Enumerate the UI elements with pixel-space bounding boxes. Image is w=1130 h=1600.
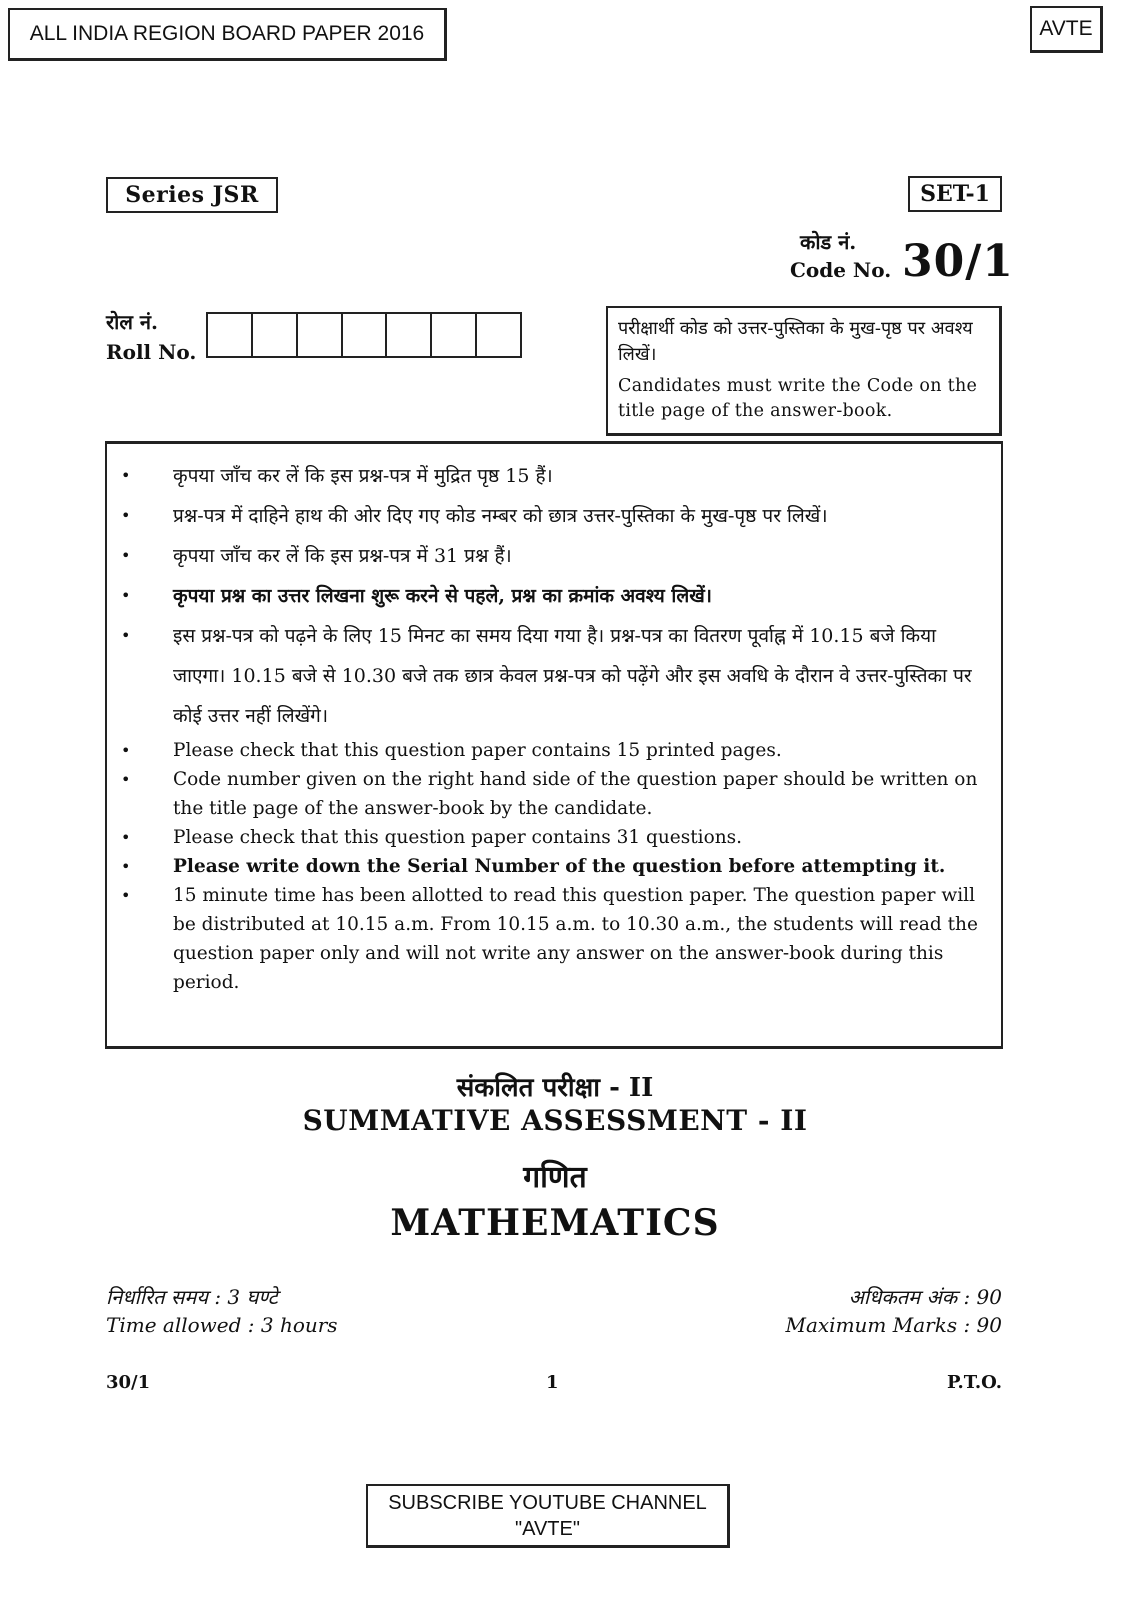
roll-digit-box[interactable] (253, 314, 298, 356)
instruction-item (121, 616, 987, 736)
roll-digit-box[interactable] (343, 314, 388, 356)
instruction-item (121, 456, 987, 496)
instruction-item (121, 536, 987, 576)
instruction-text: Please write down the Serial Number of the question before attempting it. (173, 856, 946, 877)
subscribe-promo-box (366, 1484, 730, 1548)
page-number: 1 (546, 1372, 559, 1393)
code-number: 30/1 (902, 236, 1014, 287)
roll-digit-box[interactable] (387, 314, 432, 356)
bullet-icon: • (121, 586, 131, 605)
instructions-english-list (121, 736, 987, 997)
instruction-text: प्रश्न-पत्र में दाहिने हाथ की ओर दिए गए कोड नम्बर को छात्र उत्तर-पुस्तिका के मुख-पृष्ठ पर लिखें। (173, 505, 828, 527)
bullet-icon: • (121, 828, 131, 847)
code-label-hindi: कोड नं. (800, 230, 857, 254)
badge-text: AVTE (1039, 17, 1093, 40)
assessment-title-hindi: संकलित परीक्षा - II (456, 1073, 654, 1103)
promo-line-2: "AVTE" (515, 1518, 580, 1540)
bullet-icon: • (121, 857, 131, 876)
instruction-text: कृपया जाँच कर लें कि इस प्रश्न-पत्र में 31 प्रश्न हैं। (173, 545, 512, 567)
time-allowed-hindi: निर्धारित समय : 3 घण्टे (106, 1285, 278, 1309)
bullet-icon: • (121, 886, 131, 905)
subject-title-hindi: गणित (523, 1160, 587, 1195)
instruction-text: Please check that this question paper contains 31 questions. (173, 827, 743, 848)
instruction-item (121, 496, 987, 536)
code-instruction-hindi: परीक्षार्थी कोड को उत्तर-पुस्तिका के मुख-पृष्ठ पर अवश्य लिखें। (618, 318, 973, 365)
roll-digit-box[interactable] (477, 314, 520, 356)
code-instruction-box (606, 306, 1002, 436)
set-text: SET-1 (920, 181, 990, 207)
instruction-item (121, 576, 987, 616)
subject-title-english: MATHEMATICS (390, 1202, 720, 1244)
bullet-icon: • (121, 770, 131, 789)
instructions-hindi-list (121, 456, 987, 736)
set-label (908, 176, 1002, 212)
instruction-item (121, 881, 987, 997)
bullet-icon: • (121, 506, 131, 525)
maximum-marks-hindi: अधिकतम अंक : 90 (848, 1285, 1002, 1309)
series-text: Series JSR (125, 182, 259, 208)
board-paper-banner (8, 8, 447, 61)
instruction-text: कृपया प्रश्न का उत्तर लिखना शुरू करने से पहले, प्रश्न का क्रमांक अवश्य लिखें। (173, 585, 712, 607)
instruction-text: कृपया जाँच कर लें कि इस प्रश्न-पत्र में मुद्रित पृष्ठ 15 हैं। (173, 465, 553, 487)
roll-digit-box[interactable] (432, 314, 477, 356)
series-label (106, 177, 278, 213)
code-label-english: Code No. (790, 258, 892, 282)
bullet-icon: • (121, 546, 131, 565)
roll-number-grid[interactable] (206, 312, 522, 358)
code-instruction-english: Candidates must write the Code on the title page of the answer-book. (618, 376, 978, 421)
roll-digit-box[interactable] (298, 314, 343, 356)
bullet-icon: • (121, 626, 131, 645)
instruction-text: Please check that this question paper contains 15 printed pages. (173, 740, 782, 761)
instruction-text: Code number given on the right hand side of the question paper should be written on the title page of the answer-book by the candidate. (173, 769, 978, 819)
instruction-text: इस प्रश्न-पत्र को पढ़ने के लिए 15 मिनट का समय दिया गया है। प्रश्न-पत्र का वितरण पूर्वाह्न में 10.15 बजे किया जाएगा। 10.15 बजे से 10.30 बजे तक छात्र केवल प्रश्न-पत्र को पढ़ेंगे और इस अवधि के दौरान वे उत्तर-पुस्तिका पर कोई उत्तर नहीं लिखेंगे। (173, 625, 972, 727)
instruction-item (121, 823, 987, 852)
instruction-text: 15 minute time has been allotted to read this question paper. The question paper will be distributed at 10.15 a.m. From 10.15 a.m. to 10.30 a.m., the students will read the question paper only and will not write any answer on the answer-book during this period. (173, 885, 978, 993)
instruction-item (121, 765, 987, 823)
instruction-item (121, 852, 987, 881)
instruction-item (121, 736, 987, 765)
roll-label-hindi: रोल नं. (106, 310, 158, 334)
assessment-title-english: SUMMATIVE ASSESSMENT - II (302, 1104, 808, 1137)
promo-line-1: SUBSCRIBE YOUTUBE CHANNEL (388, 1492, 707, 1514)
footer-code: 30/1 (106, 1372, 151, 1393)
roll-digit-box[interactable] (208, 314, 253, 356)
bullet-icon: • (121, 741, 131, 760)
time-allowed-english: Time allowed : 3 hours (106, 1313, 338, 1337)
general-instructions-box (105, 441, 1003, 1049)
please-turn-over: P.T.O. (946, 1372, 1002, 1393)
roll-label-english: Roll No. (106, 340, 197, 364)
banner-text: ALL INDIA REGION BOARD PAPER 2016 (29, 22, 425, 45)
maximum-marks-english: Maximum Marks : 90 (785, 1313, 1002, 1337)
bullet-icon: • (121, 466, 131, 485)
channel-badge (1030, 6, 1103, 53)
